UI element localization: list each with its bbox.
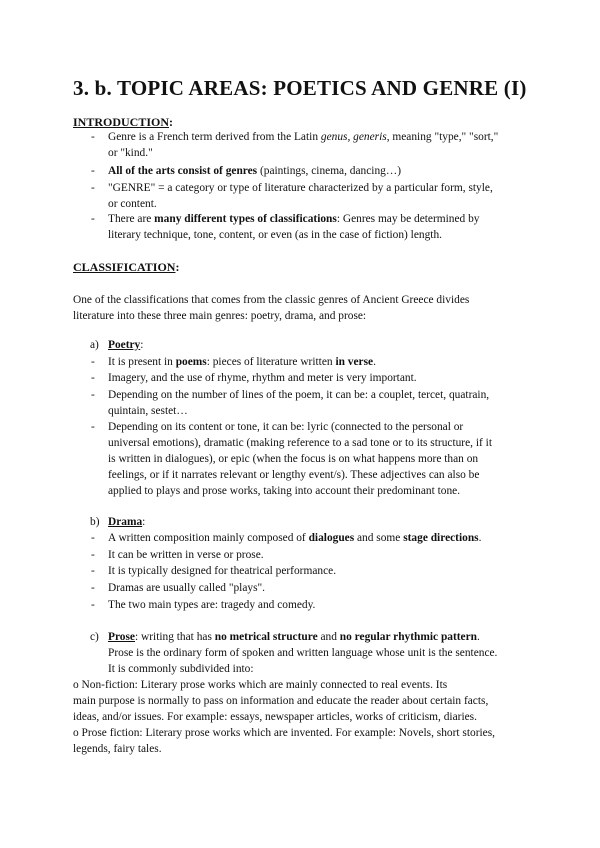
classification-intro-line-1: One of the classifications that comes from the classic genres of Ancient Greece divides	[73, 294, 470, 306]
drama-heading: Drama:	[108, 516, 146, 528]
bullet-dash: -	[91, 599, 95, 611]
poetry-line-3: Depending on the number of lines of the poem, it can be: a couplet, tercet, quatrain,	[108, 389, 490, 401]
prose-line-3: It is commonly subdivided into:	[108, 663, 254, 675]
poetry-line-4-cont-1: universal emotions), dramatic (making reference to a sad tone or to its structure, if it	[108, 437, 492, 449]
prose-line-5: main purpose is normally to pass on information and educate the reader about certain facts,	[73, 695, 489, 707]
intro-item-4-cont: literary technique, tone, content, or even (as in the case of fiction) length.	[108, 229, 442, 241]
drama-line-4: Dramas are usually called "plays".	[108, 582, 266, 594]
bullet-dash: -	[91, 582, 95, 594]
bullet-dash: -	[91, 565, 95, 577]
intro-item-4: There are many different types of classifications: Genres may be determined by	[108, 213, 480, 225]
drama-line-1: A written composition mainly composed of dialogues and some stage directions.	[108, 532, 482, 544]
poetry-line-4: Depending on its content or tone, it can be: lyric (connected to the personal or	[108, 421, 464, 433]
list-marker-b: b)	[90, 516, 100, 528]
prose-line-2: Prose is the ordinary form of spoken and written language whose unit is the sentence.	[108, 647, 498, 659]
list-marker-c: c)	[90, 631, 99, 643]
drama-line-5: The two main types are: tragedy and comedy.	[108, 599, 316, 611]
bullet-dash: -	[91, 549, 95, 561]
bullet-dash: -	[91, 356, 95, 368]
drama-line-2: It can be written in verse or prose.	[108, 549, 264, 561]
poetry-heading: Poetry:	[108, 339, 144, 351]
bullet-dash: -	[91, 165, 95, 177]
poetry-line-4-cont-2: is written in dialogues), or epic (when the focus is on what happens more than on	[108, 453, 479, 465]
classification-intro-line-2: literature into these three main genres: poetry, drama, and prose:	[73, 310, 367, 322]
poetry-line-1: It is present in poems: pieces of literature written in verse.	[108, 356, 376, 368]
prose-line-6: ideas, and/or issues. For example: essays, newspaper articles, works of criticism, diaries.	[73, 711, 477, 723]
intro-item-3: "GENRE" = a category or type of literature characterized by a particular form, style,	[108, 182, 493, 194]
page-title: 3. b. TOPIC AREAS: POETICS AND GENRE (I)	[73, 76, 527, 100]
bullet-dash: -	[91, 421, 95, 433]
bullet-dash: -	[91, 213, 95, 225]
poetry-line-3-cont: quintain, sestet…	[108, 405, 188, 417]
list-marker-a: a)	[90, 339, 99, 351]
classification-heading: CLASSIFICATION:	[73, 260, 180, 274]
bullet-dash: -	[91, 532, 95, 544]
introduction-heading: INTRODUCTION:	[73, 115, 174, 129]
bullet-dash: -	[91, 182, 95, 194]
bullet-dash: -	[91, 131, 95, 143]
prose-line-8: legends, fairy tales.	[73, 743, 162, 755]
poetry-line-4-cont-4: applied to plays and prose works, taking into account their predominant tone.	[108, 485, 461, 497]
intro-item-2: All of the arts consist of genres (paintings, cinema, dancing…)	[108, 165, 402, 177]
drama-line-3: It is typically designed for theatrical performance.	[108, 565, 337, 577]
intro-item-1-cont: or "kind."	[108, 147, 153, 159]
intro-item-3-cont: or content.	[108, 198, 157, 210]
prose-heading: Prose: writing that has no metrical structure and no regular rhythmic pattern.	[108, 631, 480, 643]
poetry-line-4-cont-3: feelings, or if it narrates relevant or lengthy event/s). These adjectives can also be	[108, 469, 480, 481]
bullet-dash: -	[91, 372, 95, 384]
prose-line-7: o Prose fiction: Literary prose works which are invented. For example: Novels, short stories,	[73, 727, 495, 739]
bullet-dash: -	[91, 389, 95, 401]
intro-item-1: Genre is a French term derived from the Latin genus, generis, meaning "type," "sort,"	[108, 131, 499, 143]
poetry-line-2: Imagery, and the use of rhyme, rhythm and meter is very important.	[108, 372, 417, 384]
prose-line-4: o Non-fiction: Literary prose works which are mainly connected to real events. Its	[73, 679, 448, 691]
